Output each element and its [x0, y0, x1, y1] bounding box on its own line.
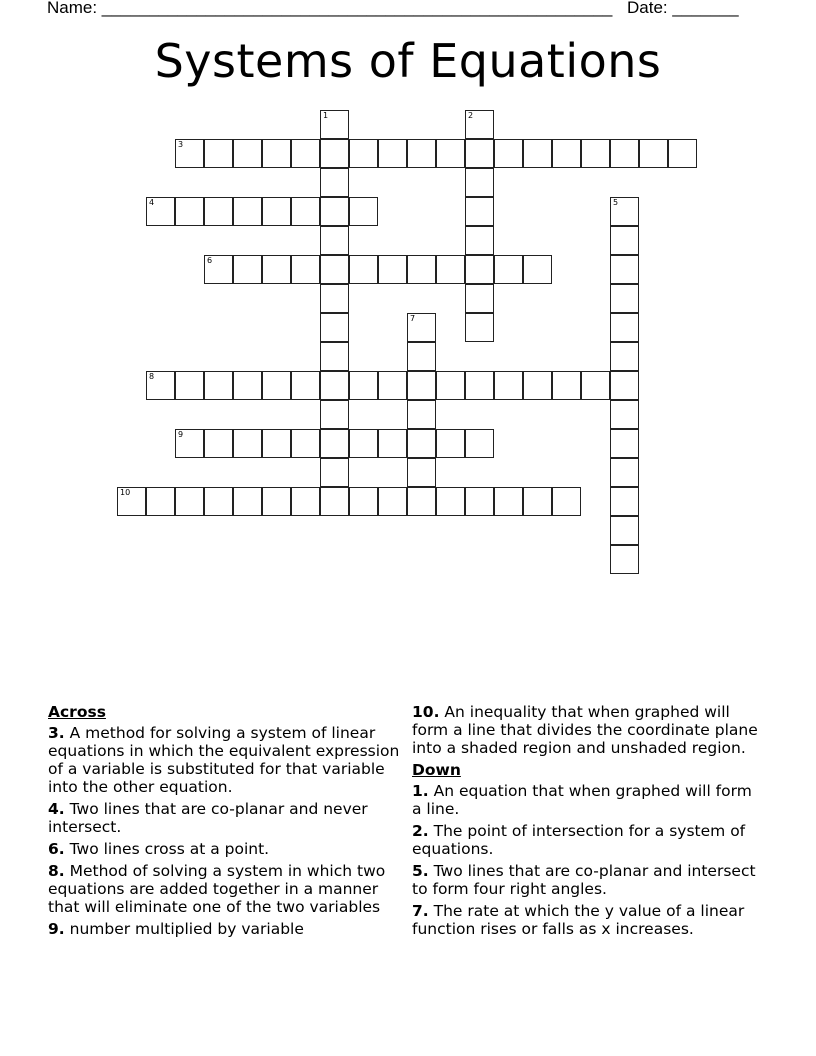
grid-cell[interactable]	[320, 197, 349, 226]
across-clue-6: 6. Two lines cross at a point.	[48, 840, 270, 858]
grid-cell[interactable]	[349, 371, 378, 400]
clue-number-1: 1	[323, 111, 329, 120]
grid-cell[interactable]	[465, 197, 494, 226]
clue-number-7: 7	[410, 314, 416, 323]
grid-cell[interactable]	[465, 284, 494, 313]
grid-cell[interactable]	[407, 139, 436, 168]
clue-number-6: 6	[207, 256, 213, 265]
grid-cell[interactable]	[262, 487, 291, 516]
grid-cell[interactable]	[523, 255, 552, 284]
grid-cell[interactable]	[204, 255, 233, 284]
grid-cell[interactable]	[320, 429, 349, 458]
grid-cell[interactable]	[465, 487, 494, 516]
grid-cell[interactable]	[378, 429, 407, 458]
grid-cell[interactable]	[233, 487, 262, 516]
across-clue-10: 10. An inequality that when graphed will form a line that divides the coordinate plane into a shaded region and unshaded region.	[412, 703, 758, 757]
grid-cell[interactable]	[320, 458, 349, 487]
grid-cell[interactable]	[233, 139, 262, 168]
grid-cell[interactable]	[175, 487, 204, 516]
grid-cell[interactable]	[465, 139, 494, 168]
grid-cell[interactable]	[320, 342, 349, 371]
grid-cell[interactable]	[233, 197, 262, 226]
grid-cell[interactable]	[407, 400, 436, 429]
grid-cell[interactable]	[552, 371, 581, 400]
grid-cell[interactable]	[494, 487, 523, 516]
clues-column-right	[412, 703, 764, 942]
across-heading: Across	[48, 703, 106, 721]
grid-cell[interactable]	[668, 139, 697, 168]
grid-cell[interactable]	[204, 371, 233, 400]
grid-cell[interactable]	[291, 487, 320, 516]
grid-cell[interactable]	[349, 197, 378, 226]
grid-cell[interactable]	[262, 197, 291, 226]
grid-cell[interactable]	[175, 139, 204, 168]
down-heading: Down	[412, 761, 461, 779]
grid-cell[interactable]	[146, 197, 175, 226]
grid-cell[interactable]	[407, 255, 436, 284]
grid-cell[interactable]	[291, 197, 320, 226]
grid-cell[interactable]	[378, 371, 407, 400]
grid-cell[interactable]	[494, 139, 523, 168]
grid-cell[interactable]	[320, 168, 349, 197]
grid-cell[interactable]	[610, 516, 639, 545]
grid-cell[interactable]	[494, 371, 523, 400]
grid-cell[interactable]	[610, 371, 639, 400]
grid-cell[interactable]	[407, 313, 436, 342]
grid-cell[interactable]	[291, 371, 320, 400]
grid-cell[interactable]	[407, 487, 436, 516]
date-field-label[interactable]: Date: _______	[627, 0, 739, 17]
grid-cell[interactable]	[291, 429, 320, 458]
grid-cell[interactable]	[407, 342, 436, 371]
grid-cell[interactable]	[465, 255, 494, 284]
grid-cell[interactable]	[610, 139, 639, 168]
clue-number-5: 5	[613, 198, 619, 207]
grid-cell[interactable]	[204, 487, 233, 516]
grid-cell[interactable]	[262, 371, 291, 400]
grid-cell[interactable]	[610, 400, 639, 429]
across-clue-8: 8. Method of solving a system in which two equations are added together in a manner that will eliminate one of the two variables	[48, 862, 386, 916]
clue-number-9: 9	[178, 430, 184, 439]
grid-cell[interactable]	[610, 429, 639, 458]
grid-cell[interactable]	[610, 284, 639, 313]
grid-cell[interactable]	[204, 429, 233, 458]
name-field-label[interactable]: Name: ______________________________________________________	[47, 0, 613, 17]
grid-cell[interactable]	[436, 371, 465, 400]
grid-cell[interactable]	[552, 139, 581, 168]
grid-cell[interactable]	[320, 400, 349, 429]
grid-cell[interactable]	[349, 255, 378, 284]
grid-cell[interactable]	[262, 429, 291, 458]
down-clue-7: 7. The rate at which the y value of a linear function rises or falls as x increases.	[412, 902, 745, 938]
across-clue-3: 3. A method for solving a system of linear equations in which the equivalent expression of a variable is substituted for that variable into the other equation.	[48, 724, 400, 796]
clues-column-left	[48, 703, 400, 942]
grid-cell[interactable]	[494, 255, 523, 284]
grid-cell[interactable]	[320, 110, 349, 139]
grid-cell[interactable]	[175, 371, 204, 400]
grid-cell[interactable]	[610, 255, 639, 284]
clue-number-4: 4	[149, 198, 155, 207]
grid-cell[interactable]	[465, 226, 494, 255]
grid-cell[interactable]	[523, 371, 552, 400]
grid-cell[interactable]	[436, 487, 465, 516]
grid-cell[interactable]	[523, 139, 552, 168]
clue-number-3: 3	[178, 140, 184, 149]
grid-cell[interactable]	[291, 139, 320, 168]
grid-cell[interactable]	[262, 139, 291, 168]
grid-cell[interactable]	[407, 371, 436, 400]
grid-cell[interactable]	[233, 429, 262, 458]
grid-cell[interactable]	[610, 487, 639, 516]
grid-cell[interactable]	[639, 139, 668, 168]
grid-cell[interactable]	[146, 487, 175, 516]
clue-number-10: 10	[120, 488, 131, 497]
grid-cell[interactable]	[320, 226, 349, 255]
grid-cell[interactable]	[320, 139, 349, 168]
grid-cell[interactable]	[610, 545, 639, 574]
grid-cell[interactable]	[349, 429, 378, 458]
grid-cell[interactable]	[320, 487, 349, 516]
grid-cell[interactable]	[291, 255, 320, 284]
grid-cell[interactable]	[320, 284, 349, 313]
grid-cell[interactable]	[349, 139, 378, 168]
grid-cell[interactable]	[233, 371, 262, 400]
grid-cell[interactable]	[349, 487, 378, 516]
grid-cell[interactable]	[407, 429, 436, 458]
grid-cell[interactable]	[175, 429, 204, 458]
grid-cell[interactable]	[262, 255, 291, 284]
grid-cell[interactable]	[320, 255, 349, 284]
grid-cell[interactable]	[117, 487, 146, 516]
grid-cell[interactable]	[378, 487, 407, 516]
grid-cell[interactable]	[436, 139, 465, 168]
grid-cell[interactable]	[465, 313, 494, 342]
grid-cell[interactable]	[204, 139, 233, 168]
clue-number-8: 8	[149, 372, 155, 381]
grid-cell[interactable]	[610, 342, 639, 371]
grid-cell[interactable]	[465, 429, 494, 458]
grid-cell[interactable]	[465, 371, 494, 400]
grid-cell[interactable]	[610, 197, 639, 226]
down-clue-5: 5. Two lines that are co-planar and intersect to form four right angles.	[412, 862, 756, 898]
grid-cell[interactable]	[436, 255, 465, 284]
grid-cell[interactable]	[465, 110, 494, 139]
clue-number-2: 2	[468, 111, 474, 120]
grid-cell[interactable]	[407, 458, 436, 487]
grid-cell[interactable]	[610, 226, 639, 255]
grid-cell[interactable]	[610, 458, 639, 487]
grid-cell[interactable]	[581, 371, 610, 400]
grid-cell[interactable]	[204, 197, 233, 226]
grid-cell[interactable]	[233, 255, 262, 284]
puzzle-title: Systems of Equations	[154, 34, 662, 88]
grid-cell[interactable]	[320, 371, 349, 400]
grid-cell[interactable]	[146, 371, 175, 400]
down-clue-1: 1. An equation that when graphed will form a line.	[412, 782, 752, 818]
grid-cell[interactable]	[465, 168, 494, 197]
grid-cell[interactable]	[610, 313, 639, 342]
across-clue-9: 9. number multiplied by variable	[48, 920, 304, 938]
grid-cell[interactable]	[175, 197, 204, 226]
down-clue-2: 2. The point of intersection for a system of equations.	[412, 822, 746, 858]
grid-cell[interactable]	[378, 255, 407, 284]
grid-cell[interactable]	[581, 139, 610, 168]
grid-cell[interactable]	[523, 487, 552, 516]
across-clue-4: 4. Two lines that are co-planar and never intersect.	[48, 800, 368, 836]
grid-cell[interactable]	[320, 313, 349, 342]
grid-cell[interactable]	[436, 429, 465, 458]
grid-cell[interactable]	[378, 139, 407, 168]
grid-cell[interactable]	[552, 487, 581, 516]
